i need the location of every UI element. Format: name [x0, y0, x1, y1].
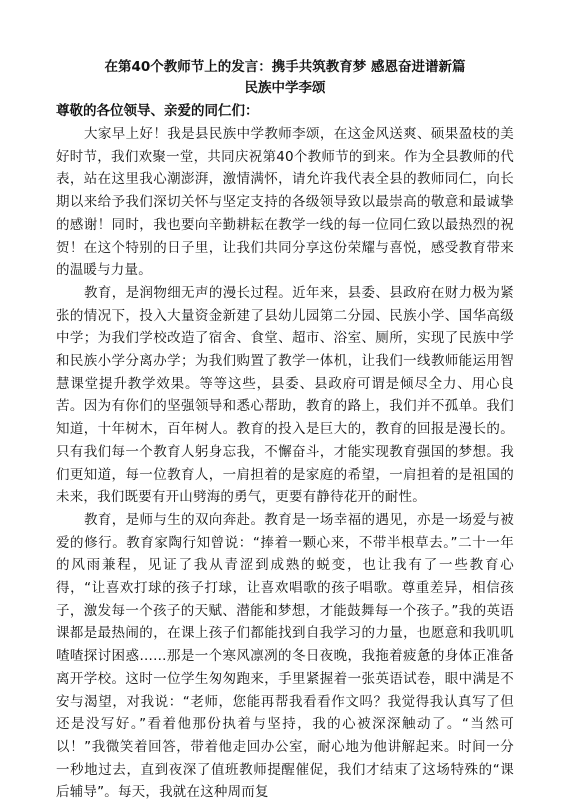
salutation: 尊敬的各位领导、亲爱的同仁们： [56, 103, 259, 119]
document-body [56, 123, 514, 804]
paragraph-greeting: 大家早上好！我是县民族中学教师李颂，在这金风送爽、硕果盈枝的美好时节，我们欢聚一堂，共同庆祝第40个教师节的到来。作为全县教师的代表，站在这里我心潮澎湃，激情满怀，请允许我代表全县的教师同仁，向长期以来给予我们深切关怀与坚定支持的各级领导致以最崇高的敬意和最诚挚的感谢！同时，我也要向辛勤耕耘在教学一线的每一位同仁致以最热烈的祝贺！在这个特别的日子里，让我们共同分享这份荣耀与喜悦，感受教育带来的温暖与力量。 [56, 126, 514, 279]
document-title: 在第40个教师节上的发言：携手共筑教育梦 感恩奋进谱新篇 [104, 59, 466, 75]
paragraph-teacher-student: 教育，是师与生的双向奔赴。教育是一场幸福的遇见，亦是一场爱与被爱的修行。教育家陶行知曾说：“捧着一颗心来，不带半根草去。”二十一年的风雨兼程，见证了我从青涩到成熟的蜕变，也让我有了一些教育心得，“让喜欢打球的孩子打球，让喜欢唱歌的孩子唱歌。尊重差异，相信孩子，激发每一个孩子的天赋、潜能和梦想，才能鼓舞每一个孩子。”我的英语课都是最热闹的，在课上孩子们都能找到自我学习的力量，也愿意和我叽叽喳喳探讨困惑……那是一个寒风凛冽的冬日夜晚，我拖着疲惫的身体正准备离开学校。这时一位学生匆匆跑来，手里紧握着一张英语试卷，眼中满是不安与渴望，对我说：“老师，您能再帮我看看作文吗？我觉得我认真写了但还是没写好。”看着他那份执着与坚持，我的心被深深触动了。“当然可以！”我微笑着回答，带着他走回办公室，耐心地为他讲解起来。时间一分一秒地过去，直到夜深了值班教师提醒催促，我们才结束了这场特殊的“课后辅导”。每天，我就在这种周而复 [56, 511, 514, 801]
document-author: 民族中学李颂 [244, 80, 326, 96]
paragraph-education-process: 教育，是润物细无声的漫长过程。近年来，县委、县政府在财力极为紧张的情况下，投入大量资金新建了县幼儿园第二分园、民族小学、国华高级中学；为我们学校改造了宿舍、食堂、超市、浴室、厕所，实现了民族中学和民族小学分离办学；为我们购置了教学一体机，让我们一线教师能运用智慧课堂提升教学效果。等等这些，县委、县政府可谓是倾尽全力、用心良苦。因为有你们的坚强领导和悉心帮助，教育的路上，我们并不孤单。我们知道，十年树木，百年树人。教育的投入是巨大的，教育的回报是漫长的。只有我们每一个教育人躬身忘我，不懈奋斗，才能实现教育强国的梦想。我们更知道，每一位教育人，一肩担着的是家庭的希望，一肩担着的是祖国的未来，我们既要有开山劈海的勇气，更要有静待花开的耐性。 [56, 284, 514, 506]
